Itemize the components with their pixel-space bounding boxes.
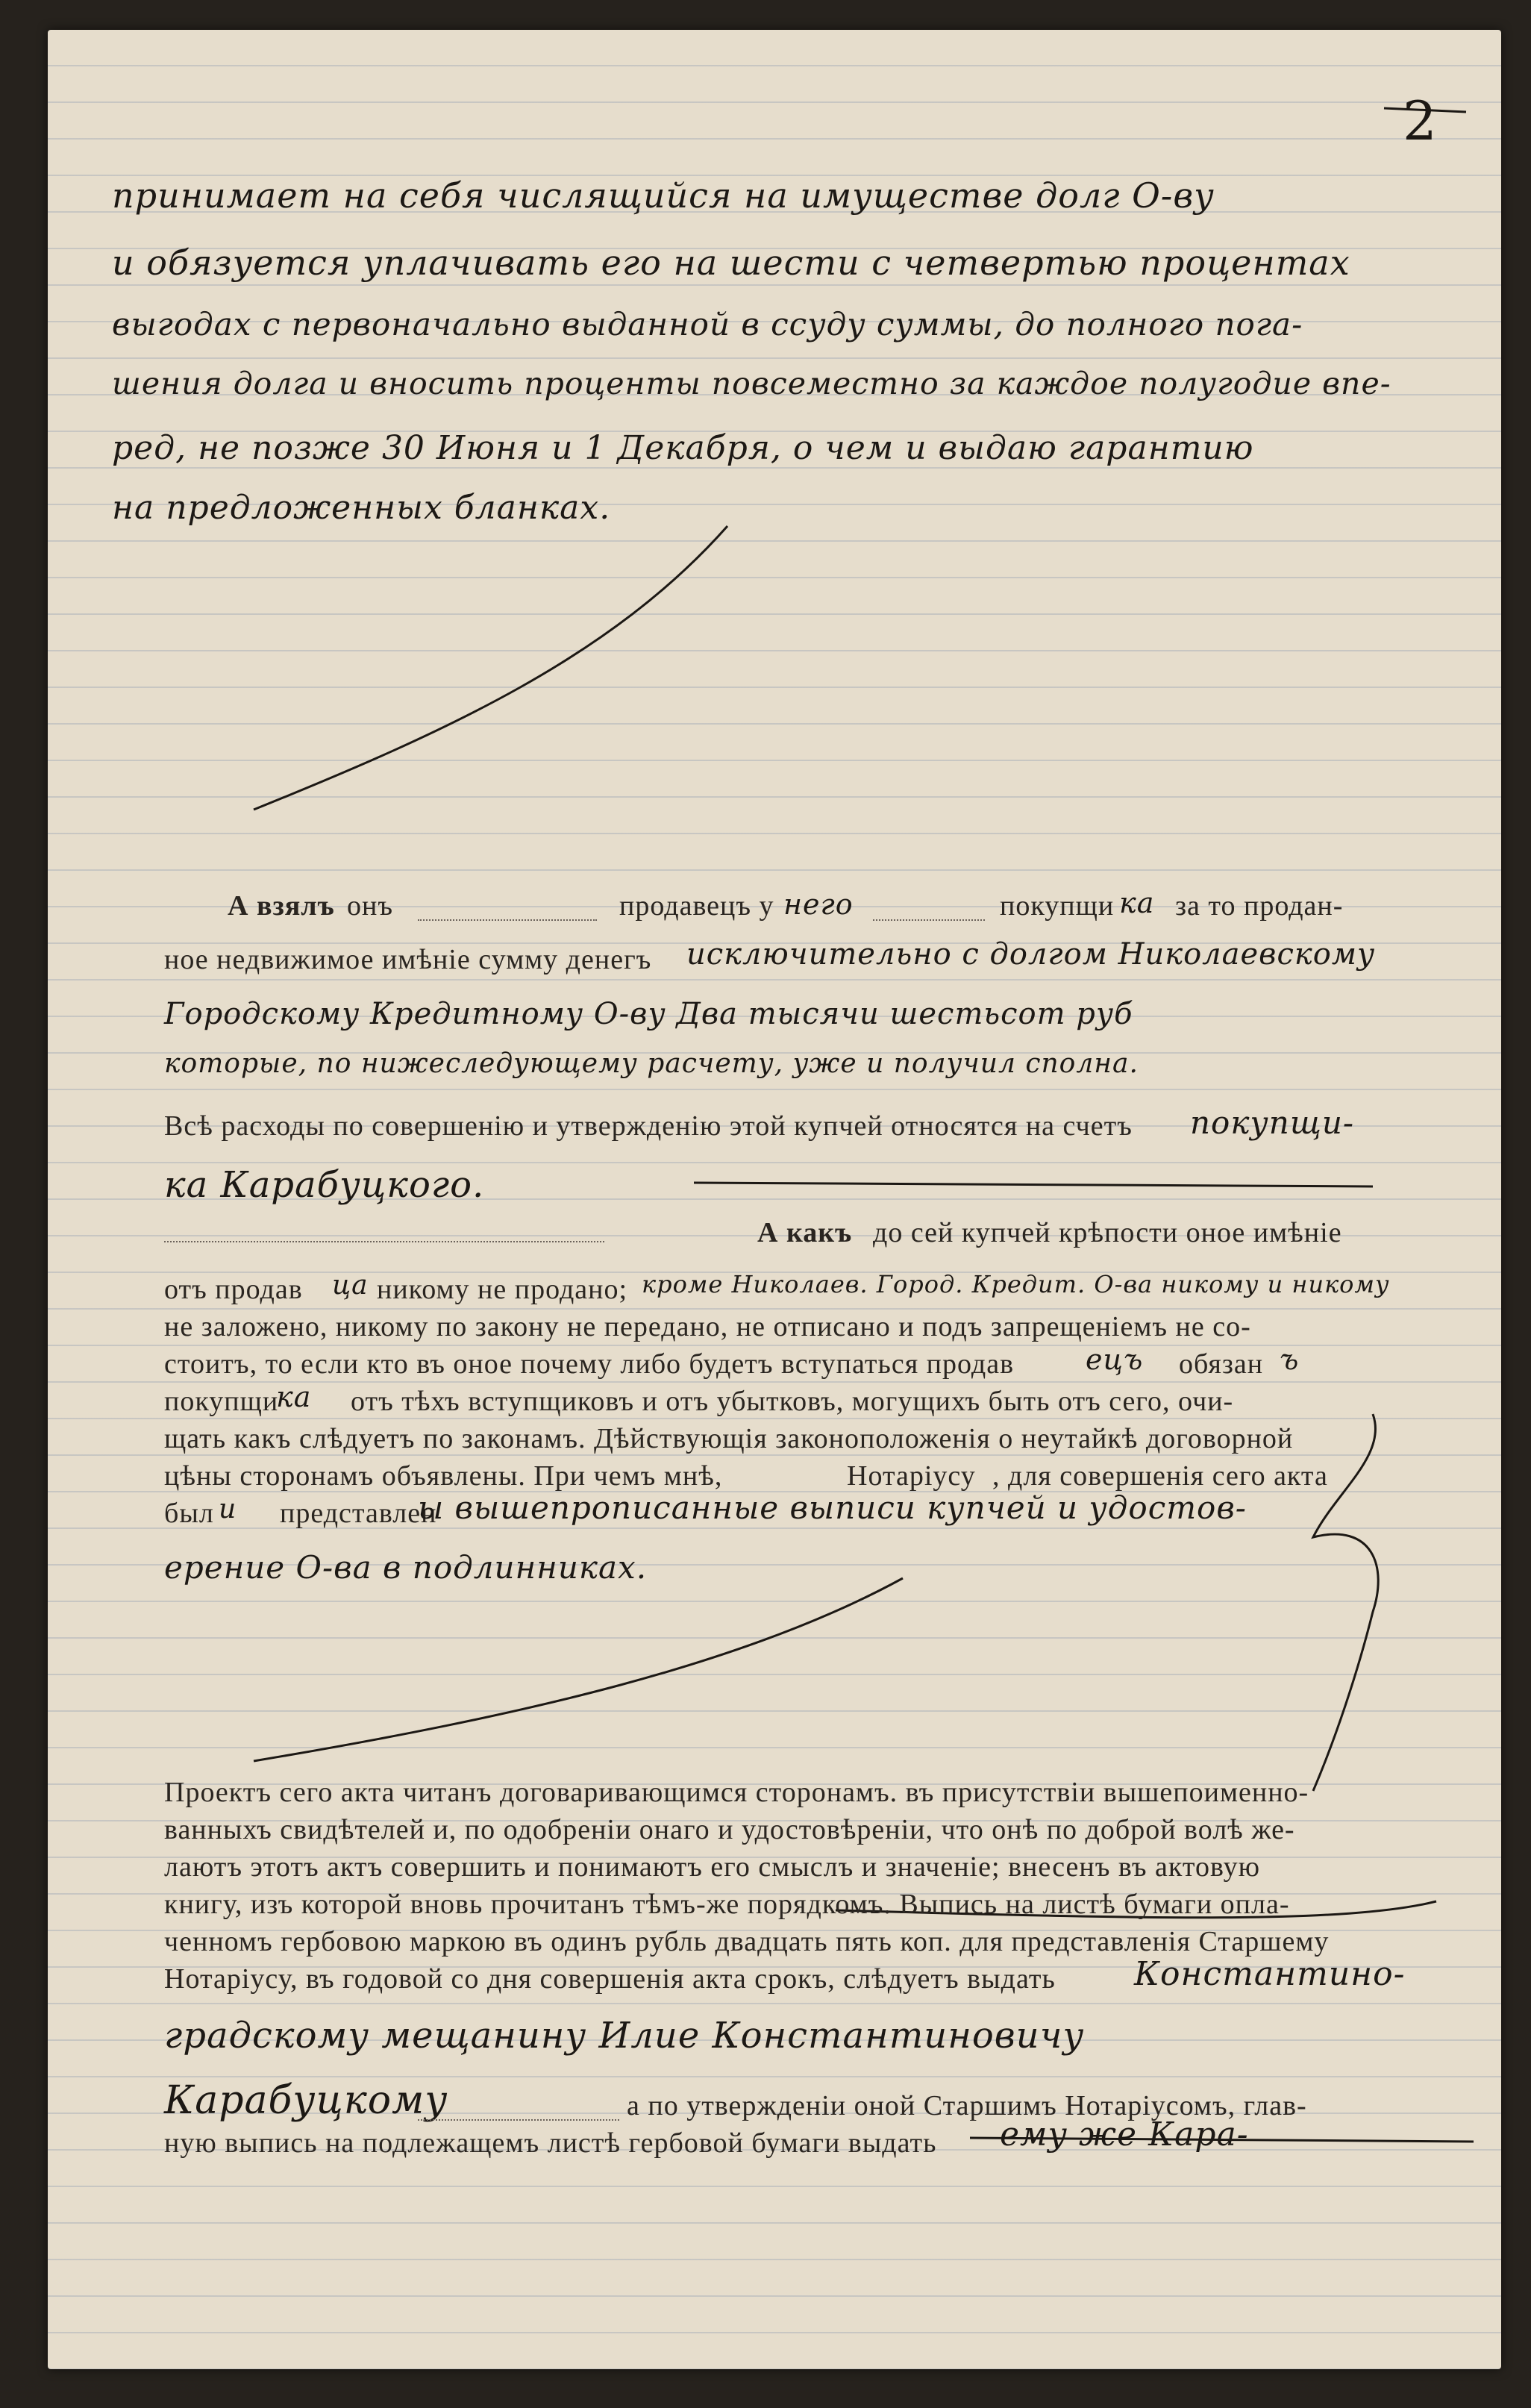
final-line: Проектъ сего акта читанъ договаривающимся сторонамъ. въ присутствіи вышепоименно- [164,1777,1309,1808]
cancel-stroke-middle [254,1578,903,1761]
final-hw: Карабуцкому [164,2078,448,2123]
handwritten-line: на предложенных бланках. [112,489,611,527]
payment-line2: ное недвижимое имѣніе сумму денегъ [164,944,652,975]
guarantee-line: обязан [1179,1348,1264,1380]
handwritten-line: ред, не позже 30 Июня и 1 Декабря, о чем и выдаю гарантию [112,429,1254,467]
payment-buyer-hw: ка [1119,886,1155,919]
guarantee-line: никому не продано; [377,1274,628,1305]
guarantee-line: представлен [280,1498,437,1529]
final-line: ванныхъ свидѣтелей и, по одобреніи онаго и удостовѣреніи, что онѣ по доброй волѣ же- [164,1814,1295,1845]
payment-amount-hw: Городскому Кредитному О-ву Два тысячи шестьсот руб [164,997,1133,1031]
guarantee-hw: ы вышепрописанные выписи купчей и удостов- [418,1489,1247,1526]
guarantee-line: щать какъ слѣдуетъ по законамъ. Дѣйствующія законоположенія о неутайкѣ договорной [164,1423,1294,1454]
final-line: ченномъ гербовою маркою въ одинъ рубль двадцать пять коп. для представленія Старшему [164,1926,1330,1957]
final-hw: градскому мещанину Илие Константиновичу [164,2015,1085,2057]
payment-on: онъ [347,890,393,922]
final-line: лаютъ этотъ актъ совершить и понимаютъ его смыслъ и значеніе; внесенъ въ актовую [164,1851,1260,1883]
guarantee-hw: ецъ [1086,1343,1144,1376]
expenses-hw: покупщи- [1190,1104,1355,1141]
guarantee-hw: ка [276,1380,312,1413]
guarantee-hw: ца [332,1270,369,1301]
final-hw: Константино- [1134,1955,1406,1993]
fill-line [418,2119,619,2121]
handwritten-line: принимает на себя числящийся на имуществе долг О-ву [112,175,1215,216]
guarantee-line: , для совершенія сего акта [992,1460,1328,1492]
payment-amount-hw: исключительно с долгом Николаевскому [686,937,1376,972]
handwritten-line: выгодах с первоначально выданной в ссуду суммы, до полного пога- [112,306,1303,343]
payment-buyer: покупщи [1000,890,1115,922]
final-hw: ему же Кара- [1000,2115,1249,2154]
guarantee-hw: кроме Николаев. Город. Кредит. О-ва никому и никому [642,1270,1390,1298]
fill-line [873,919,985,921]
handwritten-line: и обязуется уплачивать его на шести с четвертью процентах [112,243,1350,283]
guarantee-line: Нотаріусу [847,1460,976,1492]
guarantee-line: не заложено, никому по закону не передано, не отписано и подъ запрещеніемъ не со- [164,1311,1251,1342]
guarantee-line: покупщи [164,1386,279,1417]
final-line: ную выпись на подлежащемъ листѣ гербовой бумаги выдать [164,2127,937,2159]
guarantee-lead: А какъ [757,1217,853,1248]
guarantee-line: был [164,1498,214,1529]
payment-rest: за то продан- [1175,890,1344,922]
payment-seller-hw: него [783,888,854,921]
fill-line [418,919,597,921]
payment-amount-hw: которые, по нижеследующему расчету, уже и получил сполна. [164,1048,1139,1079]
final-line: книгу, изъ которой вновь прочитанъ тѣмъ-же порядкомъ. Выпись на листѣ бумаги опла- [164,1889,1290,1920]
guarantee-hw: и [219,1494,237,1524]
final-line: а по утвержденіи оной Старшимъ Нотаріусомъ, глав- [627,2090,1307,2121]
cancel-stroke-top [254,526,727,810]
fill-line [164,1241,604,1242]
payment-lead: А взялъ [228,890,335,922]
final-line: Нотаріусу, въ годовой со дня совершенія акта срокъ, слѣдуетъ выдать [164,1963,1056,1995]
guarantee-line: отъ тѣхъ вступщиковъ и отъ убытковъ, могущихъ быть отъ сего, очи- [351,1386,1234,1417]
guarantee-line: цѣны сторонамъ объявлены. При чемъ мнѣ, [164,1460,723,1492]
guarantee-hw: ерение О-ва в подлинниках. [164,1549,648,1586]
guarantee-line: до сей купчей крѣпости оное имѣніе [873,1217,1342,1248]
guarantee-line: стоитъ, то если кто въ оное почему либо будетъ вступаться продав [164,1348,1015,1380]
payment-seller: продавецъ у [619,890,774,922]
handwritten-line: шения долга и вносить проценты повсеместно за каждое полугодие впе- [112,366,1391,401]
underline-1 [694,1183,1373,1186]
expenses-hw: ка Карабуцкого. [164,1164,485,1206]
folio-number: 2 [1403,90,1438,152]
expenses-text: Всѣ расходы по совершенію и утвержденію этой купчей относятся на счетъ [164,1110,1133,1142]
guarantee-hw: ъ [1280,1343,1300,1376]
guarantee-line: отъ продав [164,1274,303,1305]
